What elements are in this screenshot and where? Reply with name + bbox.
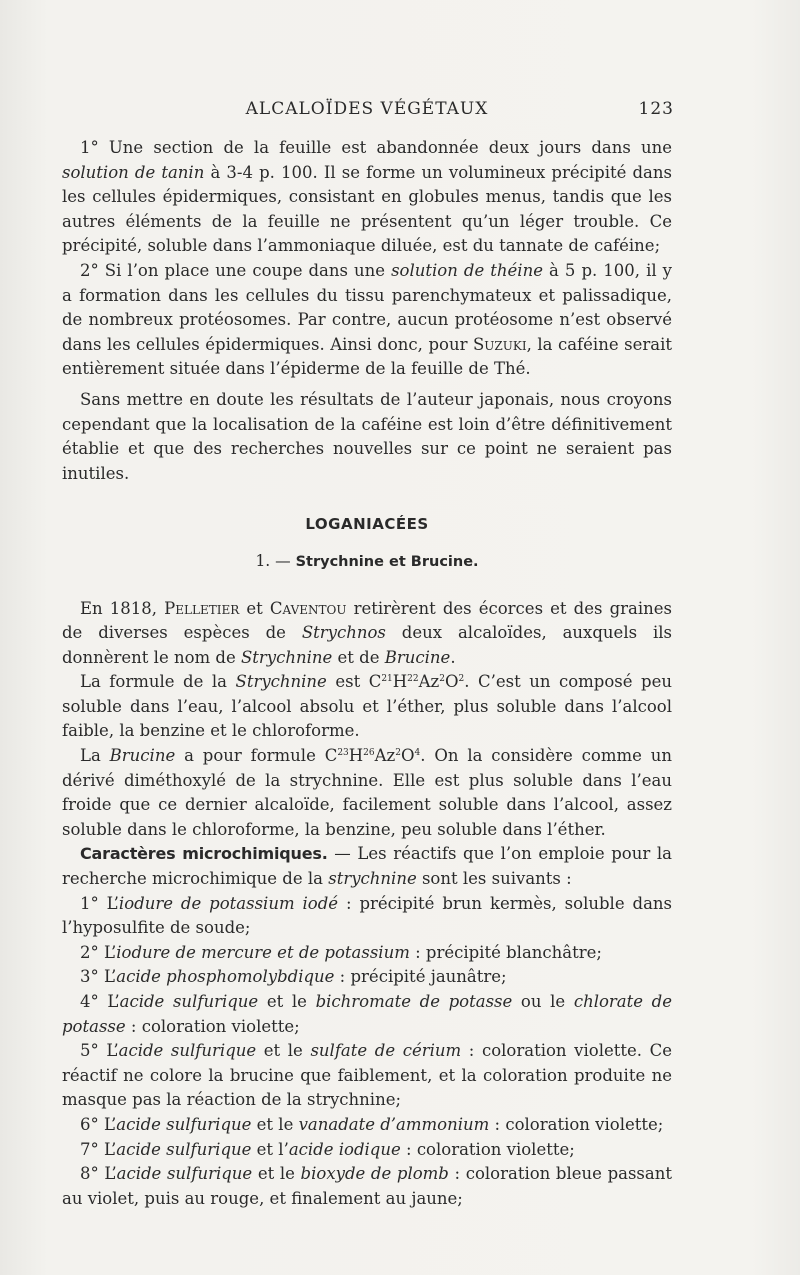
- subsection-title: 1. — Strychnine et Brucine.: [255, 551, 479, 570]
- paragraph-brucine-formula: La Brucine a pour formule $C^{23}H^{26}Az^2O^4$. On la considère comme un dérivé diméthoxylé de la strychnine. Elle est plus soluble dans l’eau froide que ce dernier alcaloïde, facilement soluble dans l’alcool, assez soluble dans le chloroforme, la benzine, peu soluble dans l’éther.: [62, 746, 672, 839]
- page-header: [62, 99, 672, 125]
- page-body: [62, 136, 672, 1211]
- paragraph-theine: 2° Si l’on place une coupe dans une solution de théine à 5 p. 100, il y a formation dans les cellules du tissu parenchymateux et palissadique, de nombreux protéosomes. Par contre, aucun protéosome n’est observé dans les cellules épidermiques. Ainsi donc, pour Suzuki, la caféine serait entièrement située dans l’épiderme de la feuille de Thé.: [62, 260, 672, 379]
- reagent-item: 6° L’acide sulfurique et le vanadate d’ammonium : coloration violette;: [80, 1114, 664, 1134]
- reagent-item: 1° L’iodure de potassium iodé : précipité brun kermès, soluble dans l’hyposulfite de soude;: [62, 893, 672, 938]
- reagent-item: 7° L’acide sulfurique et l’acide iodique : coloration violette;: [80, 1139, 575, 1159]
- paragraph-history: En 1818, Pelletier et Caventou retirèrent des écorces et des graines de diverses espèces de Strychnos deux alcaloïdes, auxquels ils donnèrent le nom de Strychnine et de Brucine.: [62, 598, 672, 667]
- author-name: Suzuki: [472, 334, 527, 354]
- reagent-item: 5° L’acide sulfurique et le sulfate de cérium : coloration violette. Ce réactif ne colore la brucine que faiblement, et la coloration produite ne masque pas la réaction de la strychnine;: [62, 1041, 673, 1110]
- paragraph-strychnine-formula: La formule de la Strychnine est $C^{21}H^{22}Az^2O^2$. C’est un composé peu soluble dans l’eau, l’alcool absolu et l’éther, plus soluble dans l’alcool faible, la benzine et le chloroforme.: [62, 672, 672, 741]
- run-in-heading: Caractères microchimiques.: [80, 844, 328, 864]
- reagent-item: 3° L’acide phosphomolybdique : précipité jaunâtre;: [80, 967, 507, 987]
- reagent-item: 8° L’acide sulfurique et le bioxyde de plomb : coloration bleue passant au violet, puis au rouge, et finalement au jaune;: [62, 1164, 672, 1208]
- section-title: LOGANIACÉES: [305, 515, 429, 534]
- reagent-item: 2° L’iodure de mercure et de potassium : précipité blanchâtre;: [80, 942, 602, 962]
- paragraph-microchemical: Caractères microchimiques. — Les réactifs que l’on emploie pour la recherche microchimique de la strychnine sont les suivants :: [62, 844, 673, 889]
- running-title: ALCALOÏDES VÉGÉTAUX: [245, 99, 489, 119]
- page-number: 123: [638, 99, 674, 119]
- paragraph-tanin: 1° Une section de la feuille est abandonnée deux jours dans une solution de tanin à 3-4 p. 100. Il se forme un volumineux précipité dans les cellules épidermiques, consistant en globules menus, tandis que les autres éléments de la feuille ne présentent qu’un léger trouble. Ce précipité, soluble dans l’ammoniaque diluée, est du tannate de caféine;: [62, 138, 672, 256]
- reagent-item: 4° L’acide sulfurique et le bichromate de potasse ou le chlorate de potasse : coloration violette;: [62, 992, 672, 1036]
- paragraph-conclusion: Sans mettre en doute les résultats de l’auteur japonais, nous croyons cependant que la localisation de la caféine est loin d’être définitivement établie et que des recherches nouvelles sur ce point ne seraient pas inutiles.: [62, 389, 672, 483]
